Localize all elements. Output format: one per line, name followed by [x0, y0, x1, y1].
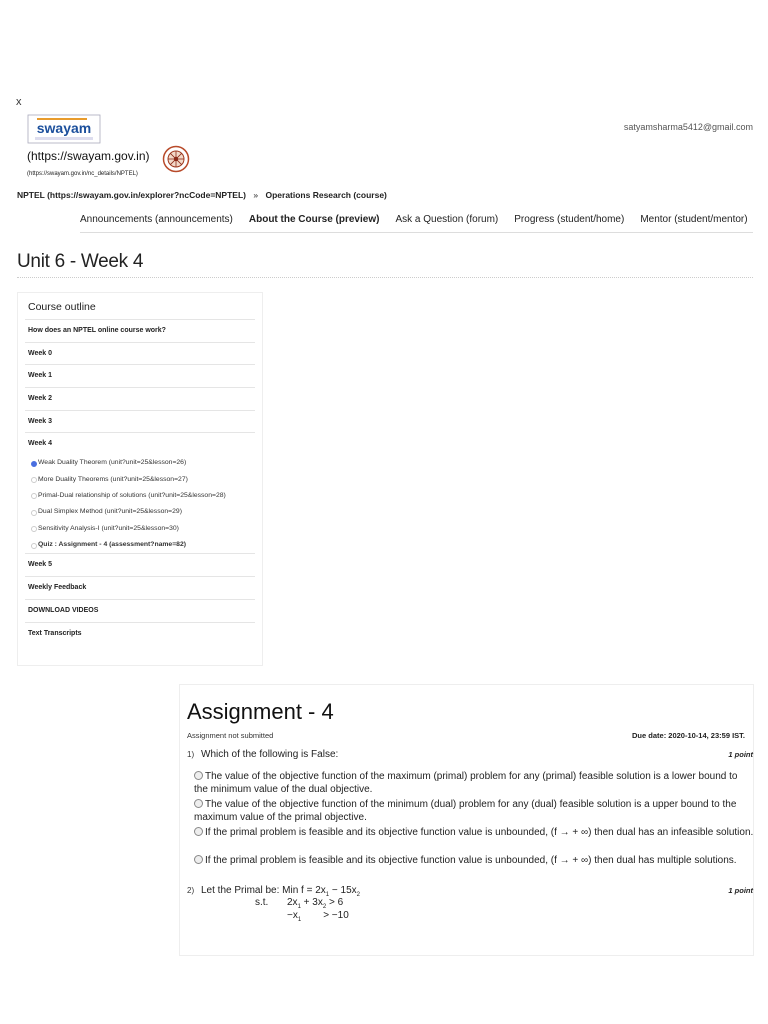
outline-item-week-4[interactable]: Week 4 [25, 432, 255, 455]
radio-button[interactable] [194, 799, 203, 808]
assignment-status: Assignment not submitted [187, 731, 274, 740]
radio-button[interactable] [194, 771, 203, 780]
lesson-status-icon [31, 477, 37, 483]
lesson-status-icon [31, 526, 37, 532]
home-link[interactable]: (https://swayam.gov.in) [27, 149, 150, 163]
question-2-text: Let the Primal be: Min $f = 2x_1 - 15x_2$ [201, 885, 360, 898]
question-2-st-label: s.t. [255, 897, 269, 908]
outline-item-week-1[interactable]: Week 1 [25, 364, 255, 387]
nptel-emblem-icon [162, 145, 190, 173]
question-2-constraint-1: $2x_1 + 3x_2 > 6$ [287, 897, 344, 910]
lesson-quiz-assignment-4[interactable] [25, 537, 255, 553]
question-1-option-b[interactable] [194, 798, 754, 824]
nav-announcements[interactable]: Announcements (announcements) [80, 214, 233, 225]
outline-item-weekly-feedback[interactable]: Weekly Feedback [25, 576, 255, 599]
due-date: Due date: 2020-10-14, 23:59 IST. [632, 731, 745, 740]
lesson-status-icon [31, 510, 37, 516]
question-2-points: 1 point [728, 886, 753, 895]
lesson-label: Dual Simplex Method (unit?unit=25&lesson=29) [38, 508, 182, 516]
option-label: If the primal problem is feasible and its objective function value is unbounded, (f → + ∞) then dual has an infeasible solution. [205, 827, 754, 838]
outline-item-week-2[interactable]: Week 2 [25, 387, 255, 410]
nav-progress[interactable]: Progress (student/home) [514, 214, 625, 225]
question-1-points: 1 point [728, 750, 753, 759]
lesson-primal-dual[interactable] [25, 488, 255, 504]
lesson-label: Quiz : Assignment - 4 (assessment?name=82) [38, 541, 187, 549]
page-title: Unit 6 - Week 4 [17, 251, 144, 272]
title-divider [17, 277, 753, 278]
lesson-label: Sensitivity Analysis-I (unit?unit=25&lesson=30) [38, 524, 179, 532]
question-1-number: 1) [187, 750, 195, 759]
question-1-option-d[interactable] [194, 854, 754, 867]
lesson-dual-simplex[interactable] [25, 504, 255, 520]
option-label: The value of the objective function of the maximum (primal) problem for any (primal) feasible solution is a lower bound to the minimum value of the dual objective. [194, 771, 738, 795]
option-label: If the primal problem is feasible and its objective function value is unbounded, (f → + ∞) then dual has multiple solutions. [205, 855, 737, 866]
lesson-status-icon [31, 493, 37, 499]
outline-item-how-nptel[interactable]: How does an NPTEL online course work? [25, 319, 255, 342]
lesson-status-icon [31, 461, 37, 467]
swayam-logo[interactable] [27, 114, 101, 144]
user-email[interactable]: satyamsharma5412@gmail.com [623, 122, 753, 132]
option-label: The value of the objective function of the minimum (dual) problem for any (dual) feasible solution is a upper bound to the maximum value of the primal objective. [194, 799, 737, 823]
question-1-option-a[interactable] [194, 770, 754, 796]
nav-ask-question[interactable]: Ask a Question (forum) [395, 214, 499, 225]
lesson-label: Weak Duality Theorem (unit?unit=25&lesson=26) [38, 459, 187, 467]
lesson-weak-duality[interactable] [25, 455, 255, 471]
outline-item-week-0[interactable]: Week 0 [25, 342, 255, 365]
lesson-sensitivity[interactable] [25, 521, 255, 537]
breadcrumb-course-link[interactable]: Operations Research (course) [265, 190, 387, 200]
outline-item-week-5[interactable]: Week 5 [25, 553, 255, 576]
nav-about-course[interactable]: About the Course (preview) [248, 214, 380, 225]
question-2-number: 2) [187, 886, 195, 895]
radio-button[interactable] [194, 827, 203, 836]
svg-text:swayam: swayam [36, 120, 92, 136]
nav-divider [80, 232, 753, 233]
question-1-text: Which of the following is False: [201, 749, 339, 760]
breadcrumb-nptel-link[interactable]: NPTEL (https://swayam.gov.in/explorer?ncCode=NPTEL) [17, 190, 246, 200]
nav-mentor[interactable]: Mentor (student/mentor) [640, 214, 748, 225]
assignment-title: Assignment - 4 [187, 699, 334, 724]
outline-item-download-videos[interactable]: DOWNLOAD VIDEOS [25, 599, 255, 622]
course-nav [80, 214, 748, 225]
course-outline [17, 292, 263, 666]
breadcrumb-separator: » [253, 190, 259, 200]
nc-details-link[interactable]: (https://swayam.gov.in/nc_details/NPTEL) [27, 171, 138, 177]
close-button[interactable]: x [16, 96, 22, 108]
course-outline-heading: Course outline [28, 301, 96, 313]
outline-item-week-3[interactable]: Week 3 [25, 410, 255, 433]
question-1-option-c[interactable] [194, 826, 754, 839]
outline-item-text-transcripts[interactable]: Text Transcripts [25, 622, 255, 645]
lesson-label: More Duality Theorems (unit?unit=25&lesson=27) [38, 475, 188, 483]
lesson-status-icon [31, 543, 37, 549]
radio-button[interactable] [194, 855, 203, 864]
assignment-panel [179, 684, 754, 956]
breadcrumb [17, 190, 387, 200]
lesson-label: Primal-Dual relationship of solutions (unit?unit=25&lesson=28) [38, 491, 226, 499]
question-2-constraint-2: $-x_1 > -10$ [287, 910, 349, 923]
lesson-more-duality[interactable] [25, 472, 255, 488]
